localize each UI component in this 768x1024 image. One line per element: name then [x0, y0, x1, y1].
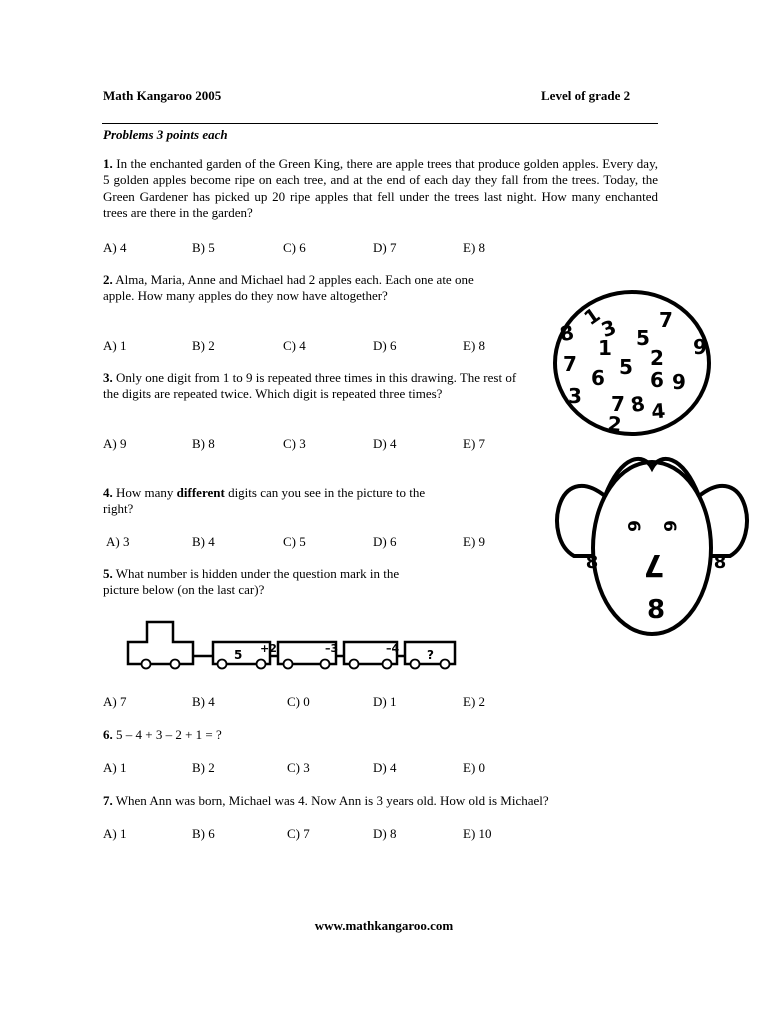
problem-text: How many — [112, 485, 177, 500]
circle-digit: 8 — [557, 320, 576, 347]
face-figure — [552, 448, 752, 640]
car-label: 5 — [234, 648, 243, 662]
face-digit: 8 — [713, 552, 727, 573]
circle-digit: 3 — [568, 384, 582, 408]
footer-url[interactable]: www.mathkangaroo.com — [314, 918, 454, 933]
problem-6 — [103, 727, 403, 743]
option-c[interactable]: C) 6 — [283, 240, 306, 255]
option-a[interactable]: A) 7 — [103, 694, 127, 709]
operation-label: –4 — [386, 642, 400, 655]
problem-text: In the enchanted garden of the Green King, there are apple trees that produce golden apples. Every day, 5 golden apples become ripe on each tree, and at the end of each day they fall from the trees. Today, the Green Gardener has picked up 20 ripe apples that fell under the trees last night. How many enchanted trees are there in the garden? — [103, 156, 658, 220]
problem-text: digits can you see in the picture to the right? — [103, 485, 426, 517]
option-a[interactable]: A) 1 — [103, 826, 127, 841]
option-d[interactable]: D) 4 — [373, 760, 397, 775]
option-c[interactable]: C) 3 — [283, 436, 306, 451]
option-a[interactable]: A) 1 — [103, 338, 127, 353]
face-digit: 8 — [585, 552, 599, 573]
option-c[interactable]: C) 7 — [287, 826, 310, 841]
locomotive — [128, 622, 193, 664]
problem-3-options — [103, 436, 533, 452]
option-d[interactable]: D) 8 — [373, 826, 397, 841]
problem-number: 4. — [103, 485, 113, 500]
option-e[interactable]: E) 2 — [463, 694, 486, 709]
circle-digit: 7 — [563, 352, 577, 376]
option-b[interactable]: B) 5 — [192, 240, 215, 255]
option-b[interactable]: B) 6 — [192, 826, 215, 841]
circle-digit: 6 — [591, 366, 605, 390]
problem-text: Alma, Maria, Anne and Michael had 2 apples each. Each one ate one apple. How many apples do they now have altogether? — [103, 272, 474, 304]
header-title: Math Kangaroo 2005 — [103, 88, 222, 103]
circle-digit: 9 — [693, 335, 707, 359]
option-d[interactable]: D) 6 — [373, 338, 397, 353]
problem-4 — [103, 485, 448, 518]
problem-text: What number is hidden under the question mark in the picture below (on the last car)? — [103, 566, 400, 598]
digit-circle-figure — [548, 288, 716, 440]
face-digit: 6 — [623, 520, 644, 532]
operation-label: +2 — [260, 642, 277, 655]
problem-text: When Ann was born, Michael was 4. Now Ann is 3 years old. How old is Michael? — [112, 793, 549, 808]
option-c[interactable]: C) 5 — [283, 534, 306, 549]
circle-digit: 7 — [659, 308, 673, 332]
option-e[interactable]: E) 8 — [463, 338, 486, 353]
option-e[interactable]: E) 9 — [463, 534, 486, 549]
problem-number: 2. — [103, 272, 113, 287]
problem-2-options — [103, 338, 533, 354]
circle-digit: 2 — [650, 346, 664, 370]
circle-digit: 2 — [606, 411, 623, 437]
option-b[interactable]: B) 4 — [192, 694, 215, 709]
option-e[interactable]: E) 7 — [463, 436, 486, 451]
problem-number: 1. — [103, 156, 113, 171]
problem-1-options — [103, 240, 533, 256]
circle-digit: 8 — [628, 391, 647, 418]
circle-digit: 5 — [619, 355, 633, 379]
problem-5 — [103, 566, 428, 599]
option-b[interactable]: B) 4 — [192, 534, 215, 549]
problem-3 — [103, 370, 525, 403]
problem-number: 5. — [103, 566, 113, 581]
problem-4-options — [103, 534, 533, 550]
problem-2 — [103, 272, 475, 305]
option-a[interactable]: A) 1 — [103, 760, 127, 775]
train-figure — [122, 614, 462, 676]
problem-1 — [103, 156, 658, 221]
option-a[interactable]: A) 3 — [106, 534, 130, 549]
option-a[interactable]: A) 4 — [103, 240, 127, 255]
circle-digit: 5 — [636, 326, 650, 350]
operation-label: –3 — [325, 642, 339, 655]
option-c[interactable]: C) 4 — [283, 338, 306, 353]
option-e[interactable]: E) 10 — [463, 826, 492, 841]
problem-text-emphasis: different — [176, 485, 225, 500]
face-digit: 6 — [659, 520, 680, 532]
header-level: Level of grade 2 — [541, 88, 631, 103]
option-b[interactable]: B) 2 — [192, 760, 215, 775]
option-a[interactable]: A) 9 — [103, 436, 127, 451]
option-b[interactable]: B) 2 — [192, 338, 215, 353]
option-d[interactable]: D) 1 — [373, 694, 397, 709]
circle-digit: 9 — [672, 370, 686, 394]
car-label: ? — [427, 648, 434, 662]
option-d[interactable]: D) 4 — [373, 436, 397, 451]
section-title: Problems 3 points each — [103, 127, 228, 142]
problem-6-options — [103, 760, 533, 776]
circle-digit: 4 — [650, 398, 667, 424]
option-e[interactable]: E) 0 — [463, 760, 486, 775]
circle-digit: 7 — [611, 392, 625, 416]
problem-7 — [103, 793, 663, 809]
circle-digit: 3 — [597, 314, 620, 343]
face-digit: 7 — [643, 547, 665, 582]
problem-number: 6. — [103, 727, 113, 742]
option-d[interactable]: D) 7 — [373, 240, 397, 255]
problem-number: 3. — [103, 370, 113, 385]
problem-text: 5 – 4 + 3 – 2 + 1 = ? — [112, 727, 222, 742]
circle-digit: 1 — [598, 336, 612, 360]
header-rule — [102, 123, 658, 124]
problem-7-options — [103, 826, 533, 842]
circle-digit: 1 — [579, 302, 605, 331]
option-e[interactable]: E) 8 — [463, 240, 486, 255]
option-c[interactable]: C) 3 — [287, 760, 310, 775]
option-d[interactable]: D) 6 — [373, 534, 397, 549]
problem-number: 7. — [103, 793, 113, 808]
problem-text: Only one digit from 1 to 9 is repeated three times in this drawing. The rest of the digits are repeated twice. Which digit is repeated three times? — [103, 370, 517, 402]
option-c[interactable]: C) 0 — [287, 694, 310, 709]
problem-5-options — [103, 694, 533, 710]
circle-digit: 6 — [650, 368, 664, 392]
face-digit: 8 — [646, 595, 666, 625]
option-b[interactable]: B) 8 — [192, 436, 215, 451]
